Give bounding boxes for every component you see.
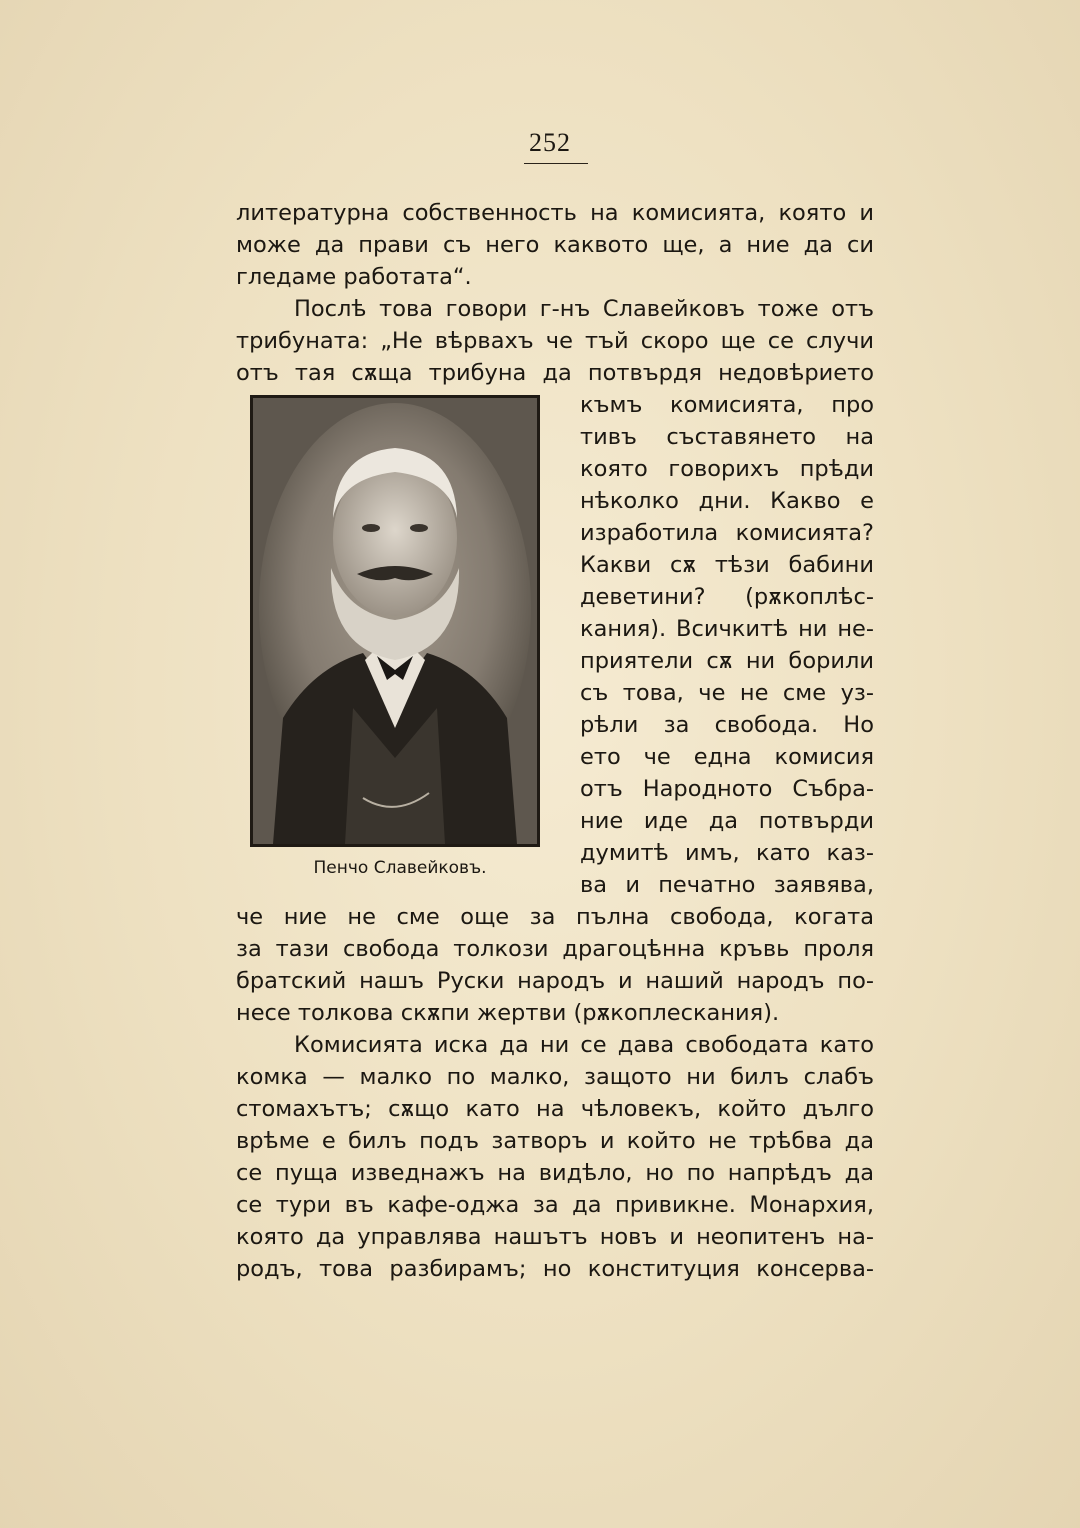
text-line: литературна собственность на комисията, която и bbox=[236, 200, 874, 226]
text-line: която говорихъ прѣди bbox=[580, 456, 874, 482]
text-line: изработила комисията? bbox=[580, 520, 874, 546]
text-line: може да прави съ него каквото ще, а ние да си bbox=[236, 232, 874, 258]
text-line: ние иде да потвърди bbox=[580, 808, 874, 834]
text-line: отъ тая сѫща трибуна да потвърдя недовѣрието bbox=[236, 360, 874, 386]
portrait-caption: Пенчо Славейковъ. bbox=[313, 858, 487, 878]
text-line: тивъ съставянето на bbox=[580, 424, 874, 450]
text-line: отъ Народното Събра- bbox=[580, 776, 874, 802]
text-line: Комисията иска да ни се дава свободата като bbox=[294, 1032, 874, 1058]
text-line: която да управлява нашътъ новъ и неопитенъ на- bbox=[236, 1224, 874, 1250]
text-line: ва и печатно заявява, bbox=[580, 872, 874, 898]
text-line: нѣколко дни. Какво е bbox=[580, 488, 874, 514]
text-line: рѣли за свобода. Но bbox=[580, 712, 874, 738]
text-line: комка — малко по малко, защото ни билъ слабъ bbox=[236, 1064, 874, 1090]
page-number-underline bbox=[524, 163, 588, 164]
text-line: се пуща изведнажъ на видѣло, но по напрѣдъ да bbox=[236, 1160, 874, 1186]
text-line: ето че една комисия bbox=[580, 744, 874, 770]
page-number: 252 bbox=[529, 128, 571, 157]
text-line: че ние не сме още за пълна свобода, когата bbox=[236, 904, 874, 930]
portrait-photo bbox=[250, 395, 540, 847]
portrait-illustration bbox=[253, 398, 537, 844]
text-line: братский нашъ Руски народъ и наший народъ по- bbox=[236, 968, 874, 994]
text-line: врѣме е билъ подъ затворъ и който не трѣбва да bbox=[236, 1128, 874, 1154]
text-line: стомахътъ; сѫщо като на чѣловекъ, който дълго bbox=[236, 1096, 874, 1122]
text-line: гледаме работата“. bbox=[236, 264, 472, 290]
text-line: родъ, това разбирамъ; но конституция консерва- bbox=[236, 1256, 874, 1282]
text-line: за тази свобода толкози драгоцѣнна кръвь проля bbox=[236, 936, 874, 962]
text-line: съ това, че не сме уз- bbox=[580, 680, 874, 706]
text-line: думитѣ имъ, като каз- bbox=[580, 840, 874, 866]
text-line: приятели сѫ ни борили bbox=[580, 648, 874, 674]
text-line: къмъ комисията, про bbox=[580, 392, 874, 418]
text-line: деветини? (рѫкоплѣс- bbox=[580, 584, 874, 610]
text-line: трибуната: „Не вѣрвахъ че тъй скоро ще се случи bbox=[236, 328, 874, 354]
text-line: несе толкова скѫпи жертви (рѫкоплескания). bbox=[236, 1000, 780, 1026]
text-line: Послѣ това говори г-нъ Славейковъ тоже отъ bbox=[294, 296, 874, 322]
text-line: Какви сѫ тѣзи бабини bbox=[580, 552, 874, 578]
text-line: се тури въ кафе-оджа за да привикне. Монархия, bbox=[236, 1192, 874, 1218]
text-line: кания). Всичкитѣ ни не- bbox=[580, 616, 874, 642]
